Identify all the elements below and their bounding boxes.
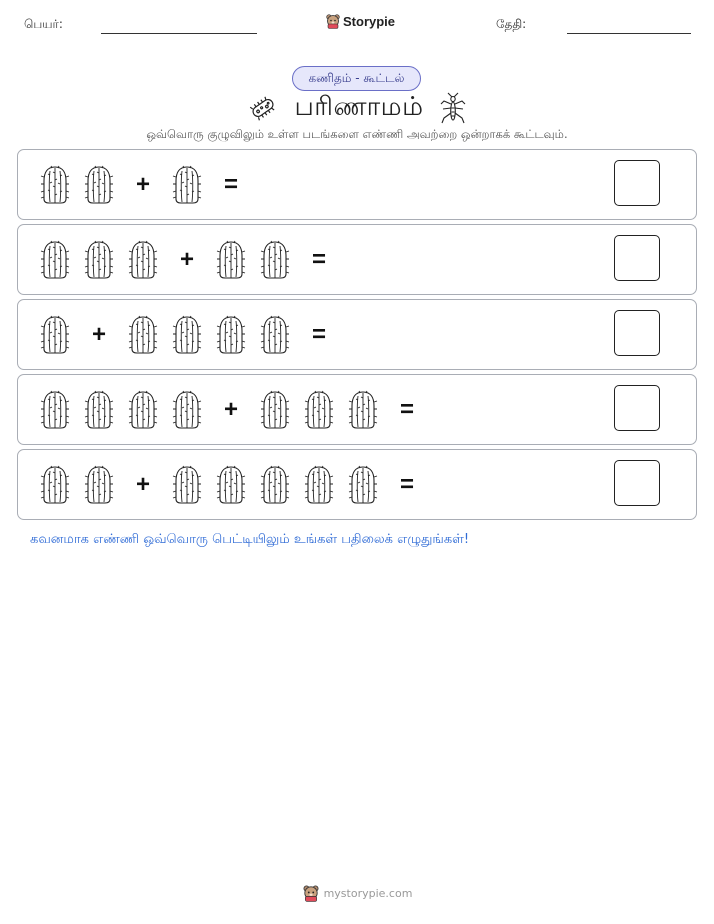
cactus-icon xyxy=(214,240,248,280)
plus-sign: + xyxy=(223,395,238,423)
problem-expression xyxy=(38,150,258,219)
cactus-icon xyxy=(126,240,160,280)
bear-mascot-icon xyxy=(302,884,320,902)
equals-sign: = xyxy=(311,245,326,273)
name-line xyxy=(101,33,257,34)
cactus-icon xyxy=(170,465,204,505)
storypie-logo xyxy=(325,13,395,29)
cactus-icon xyxy=(38,390,72,430)
problem-row xyxy=(17,149,697,220)
cactus-icon xyxy=(302,465,336,505)
cactus-icon xyxy=(346,390,380,430)
cactus-icon xyxy=(38,465,72,505)
problem-expression xyxy=(38,375,434,444)
problem-row xyxy=(17,374,697,445)
instructions: ஒவ்வொரு குழுவிலும் உள்ள படங்களை எண்ணி அவற்றை ஒன்றாகக் கூட்டவும். xyxy=(146,127,568,141)
equals-sign: = xyxy=(399,470,414,498)
logo-text: Storypie xyxy=(343,13,396,29)
cactus-icon xyxy=(214,465,248,505)
cactus-icon xyxy=(258,315,292,355)
plus-sign: + xyxy=(179,245,194,273)
cactus-icon xyxy=(38,165,72,205)
cactus-icon xyxy=(82,165,116,205)
problem-row xyxy=(17,449,697,520)
answer-box[interactable] xyxy=(614,460,660,506)
answer-box[interactable] xyxy=(614,310,660,356)
answer-box[interactable] xyxy=(614,235,660,281)
cactus-icon xyxy=(126,390,160,430)
bear-mascot-icon xyxy=(325,13,341,29)
cactus-icon xyxy=(38,315,72,355)
equals-sign: = xyxy=(223,170,238,198)
cactus-icon xyxy=(258,240,292,280)
cactus-icon xyxy=(302,390,336,430)
footer xyxy=(0,884,714,902)
cactus-icon xyxy=(346,465,380,505)
plus-sign: + xyxy=(91,320,106,348)
problem-expression xyxy=(38,300,346,369)
subject-tag: கணிதம் - கூட்டல் xyxy=(292,66,421,91)
answer-box[interactable] xyxy=(614,160,660,206)
problem-row xyxy=(17,224,697,295)
footnote: கவனமாக எண்ணி ஒவ்வொரு பெட்டியிலும் உங்கள் பதிலைக் எழுதுங்கள்! xyxy=(30,532,470,547)
plus-sign: + xyxy=(135,170,150,198)
worksheet-header xyxy=(0,0,714,50)
cactus-icon xyxy=(126,315,160,355)
equals-sign: = xyxy=(311,320,326,348)
insect-icon xyxy=(440,92,466,124)
answer-box[interactable] xyxy=(614,385,660,431)
equals-sign: = xyxy=(399,395,414,423)
cactus-icon xyxy=(82,465,116,505)
date-label: தேதி: xyxy=(496,17,527,31)
footer-site: mystorypie.com xyxy=(323,886,413,900)
problem-list xyxy=(17,149,697,524)
cactus-icon xyxy=(38,240,72,280)
plus-sign: + xyxy=(135,470,150,498)
page-title: பரிணாமம் xyxy=(294,91,424,122)
cactus-icon xyxy=(170,390,204,430)
cactus-icon xyxy=(170,315,204,355)
bacteria-icon xyxy=(248,93,278,123)
problem-row xyxy=(17,299,697,370)
cactus-icon xyxy=(82,240,116,280)
cactus-icon xyxy=(258,390,292,430)
date-line xyxy=(567,33,691,34)
problem-expression xyxy=(38,450,434,519)
cactus-icon xyxy=(258,465,292,505)
title-row xyxy=(0,90,714,126)
cactus-icon xyxy=(82,390,116,430)
cactus-icon xyxy=(170,165,204,205)
problem-expression xyxy=(38,225,346,294)
cactus-icon xyxy=(214,315,248,355)
name-label: பெயர்: xyxy=(24,17,63,31)
